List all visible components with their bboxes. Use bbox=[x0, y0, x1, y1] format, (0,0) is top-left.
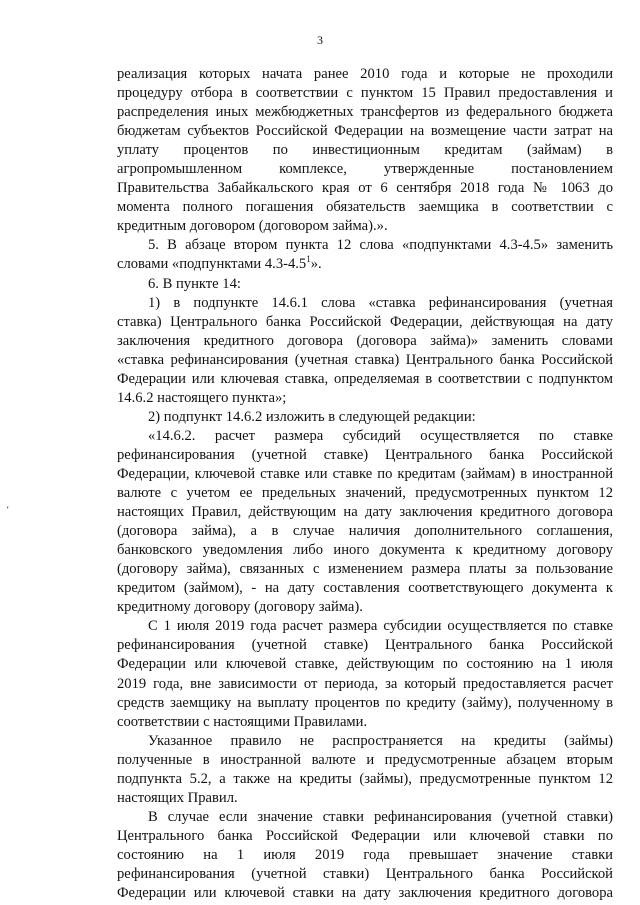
text-line: рефинансирования (учетной ставке) Центрального банка Российской bbox=[117, 637, 613, 654]
text-line: средств заемщику на выплату процентов по кредиту (займу), полученному в bbox=[117, 694, 613, 711]
text-line: банковского уведомления либо иного документа к кредитному договору bbox=[117, 542, 613, 559]
text-line: Центрального банка Российской Федерации или ключевой ставки по bbox=[117, 827, 613, 844]
text-line: кредитом (займом), - на дату составления соответствующего документа к bbox=[117, 580, 613, 597]
text-line: бюджетам субъектов Российской Федерации на возмещение части затрат на bbox=[117, 123, 613, 140]
text-line: валюте с учетом ее предельных значений, предусмотренных пунктом 12 bbox=[117, 485, 613, 502]
text-line: настоящих Правил. bbox=[117, 789, 238, 806]
text-line: Федерации, ключевой ставке или ставке по кредитам (займам) в иностранной bbox=[117, 465, 613, 482]
text-line: 6. В пункте 14: bbox=[148, 275, 241, 292]
text-line: «14.6.2. расчет размера субсидий осуществляется по ставке bbox=[148, 427, 613, 444]
text-line: кредитному договору (договору займа). bbox=[117, 599, 363, 616]
text-line: Федерации или ключевой ставке, действующим по состоянию на 1 июля bbox=[117, 656, 613, 673]
text-line: Федерации или ключевой ставки на дату заключения кредитного договора bbox=[117, 885, 613, 902]
page-number: 3 bbox=[317, 33, 323, 47]
text-line: ставка) Центрального банка Российской Федерации, действующая на дату bbox=[117, 313, 613, 330]
document-body bbox=[117, 65, 613, 903]
text-line: Правительства Забайкальского края от 6 сентября 2018 года № 1063 до bbox=[117, 180, 613, 197]
text-span: словами «подпунктами 4.3-4.5 bbox=[117, 256, 307, 273]
text-line: процедуру отбора в соответствии с пунктом 15 Правил предоставления и bbox=[117, 85, 613, 102]
text-line: Указанное правило не распространяется на кредиты (займы) bbox=[148, 732, 613, 749]
text-line: кредитным договором (договором займа).». bbox=[117, 218, 388, 235]
text-line: рефинансирования (учетной ставке) Центрального банка Российской bbox=[117, 446, 613, 463]
text-line: 2) подпункт 14.6.2 изложить в следующей редакции: bbox=[148, 408, 476, 425]
text-span: ». bbox=[310, 256, 322, 273]
text-line: 5. В абзаце втором пункта 12 слова «подпунктами 4.3-4.5» заменить bbox=[148, 237, 613, 254]
text-line: заключения кредитного договора (договора займа)» заменить словами bbox=[117, 332, 613, 349]
text-line: реализация которых начата ранее 2010 года и которые не проходили bbox=[117, 66, 613, 82]
superscript-note: 1 bbox=[306, 254, 311, 265]
text-line: (договора займа), а в случае наличия дополнительного соглашения, bbox=[117, 523, 613, 540]
scan-artifact-mark: ‘ bbox=[6, 505, 10, 516]
text-line: уплату процентов по инвестиционным кредитам (займам) в bbox=[117, 142, 613, 159]
text-line: 14.6.2 настоящего пункта»; bbox=[117, 389, 287, 406]
text-line: рефинансирования (учетной ставки) Центрального банка Российской bbox=[117, 865, 613, 882]
text-line: полученные в иностранной валюте и предусмотренные абзацем вторым bbox=[117, 751, 613, 768]
text-line: настоящих Правил, действующим на дату заключения кредитного договора bbox=[117, 504, 613, 521]
text-line: соответствии с настоящими Правилами. bbox=[117, 713, 368, 730]
text-line: «ставка рефинансирования (учетная ставка) Центрального банка Российской bbox=[117, 351, 613, 368]
text-line: состоянию на 1 июля 2019 года превышает значение ставки bbox=[117, 846, 613, 863]
text-line: распределения иных межбюджетных трансфертов из федерального бюджета bbox=[117, 104, 613, 121]
text-line: 1) в подпункте 14.6.1 слова «ставка рефинансирования (учетная bbox=[148, 294, 613, 311]
text-line: момента полного погашения обязательств заемщика в соответствии с bbox=[117, 199, 613, 216]
text-line: (договору займа), связанных с изменением размера платы за пользование bbox=[117, 561, 613, 578]
text-line bbox=[117, 255, 613, 274]
text-line: Федерации или ключевая ставка, определяемая в соответствии с подпунктом bbox=[117, 370, 613, 387]
text-line: С 1 июля 2019 года расчет размера субсидии осуществляется по ставке bbox=[148, 618, 613, 635]
text-line: агропромышленном комплексе, утвержденные постановлением bbox=[117, 161, 613, 178]
text-line: подпункта 5.2, а также на кредиты (займы), предусмотренные пунктом 12 bbox=[117, 770, 613, 787]
text-line: В случае если значение ставки рефинансирования (учетной ставки) bbox=[148, 808, 613, 825]
text-line: 2019 года, вне зависимости от периода, за который предоставляется расчет bbox=[117, 675, 613, 692]
